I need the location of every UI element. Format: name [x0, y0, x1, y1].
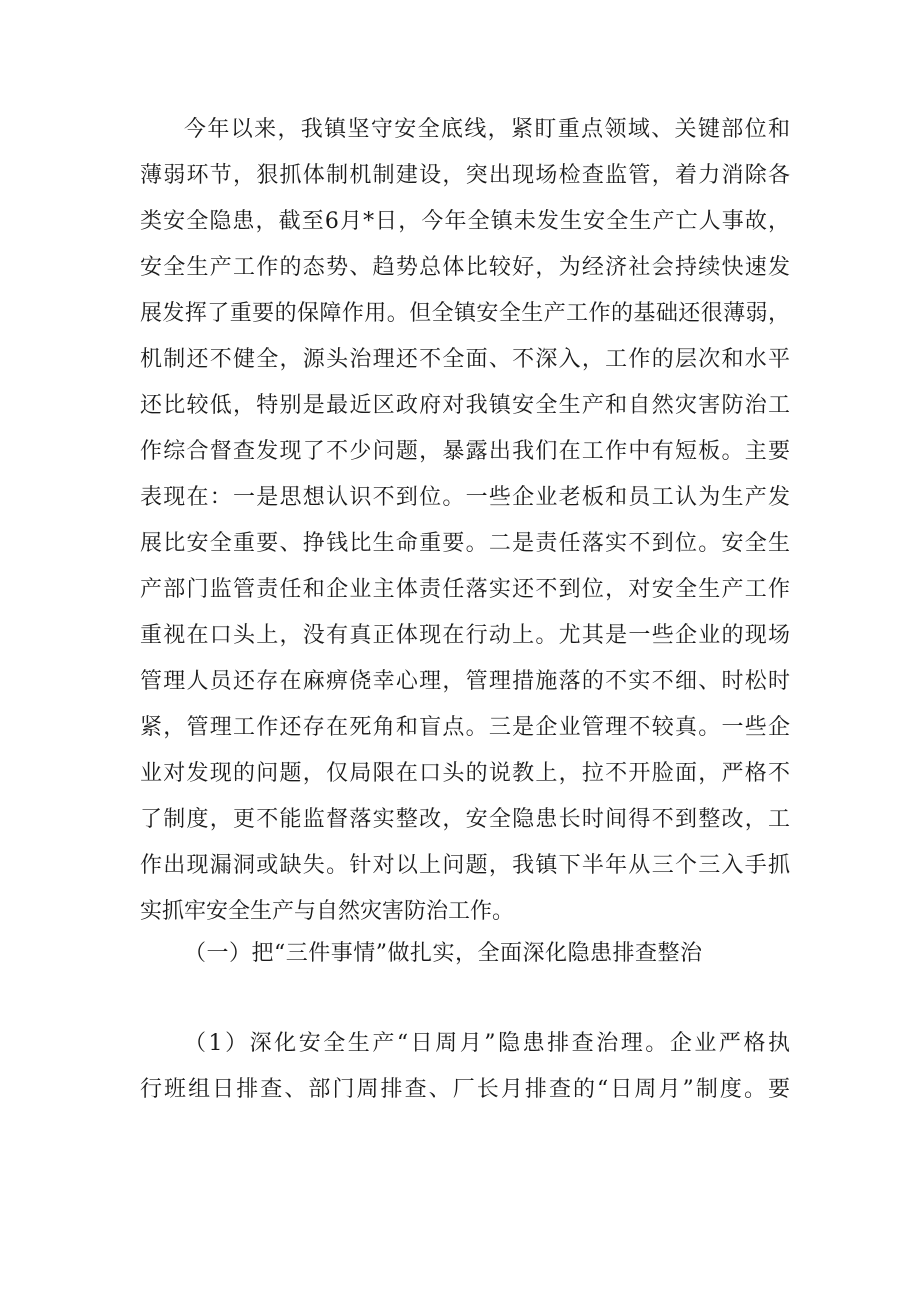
paragraph-1-line: 了制度，更不能监督落实整改，安全隐患长时间得不到整改，工: [140, 807, 790, 832]
section-heading: （一）把“三件事情”做扎实，全面深化隐患排查整治: [184, 941, 703, 966]
paragraph-1-line: 类安全隐患，截至6月*日，今年全镇未发生安全生产亡人事故，: [140, 209, 790, 234]
paragraph-1-line: 机制还不健全，源头治理还不全面、不深入，工作的层次和水平: [140, 347, 790, 372]
paragraph-1-line: 产部门监管责任和企业主体责任落实还不到位，对安全生产工作: [140, 577, 790, 602]
paragraph-1-line: 展发挥了重要的保障作用。但全镇安全生产工作的基础还很薄弱，: [140, 301, 790, 326]
paragraph-1-line: 薄弱环节，狠抓体制机制建设，突出现场检查监管，着力消除各: [140, 163, 790, 188]
paragraph-1-line: 还比较低，特别是最近区政府对我镇安全生产和自然灾害防治工: [140, 393, 790, 418]
paragraph-1-line: 作出现漏洞或缺失。针对以上问题，我镇下半年从三个三入手抓: [140, 853, 790, 878]
paragraph-1-line: 表现在：一是思想认识不到位。一些企业老板和员工认为生产发: [140, 485, 790, 510]
paragraph-1-line: 展比安全重要、挣钱比生命重要。二是责任落实不到位。安全生: [140, 531, 790, 556]
paragraph-1-line: 紧，管理工作还存在死角和盲点。三是企业管理不较真。一些企: [140, 715, 790, 740]
paragraph-1-line: 今年以来，我镇坚守安全底线，紧盯重点领域、关键部位和: [184, 117, 790, 142]
paragraph-1-line: 重视在口头上，没有真正体现在行动上。尤其是一些企业的现场: [140, 623, 790, 648]
paragraph-1-line: 实抓牢安全生产与自然灾害防治工作。: [140, 899, 515, 924]
paragraph-2-line: （1）深化安全生产“日周月”隐患排查治理。企业严格执: [184, 1031, 790, 1056]
paragraph-1-line: 安全生产工作的态势、趋势总体比较好，为经济社会持续快速发: [140, 255, 790, 280]
paragraph-2-line: 行班组日排查、部门周排查、厂长月排查的“日周月”制度。要: [140, 1077, 790, 1102]
paragraph-1-line: 管理人员还存在麻痹侥幸心理，管理措施落的不实不细、时松时: [140, 669, 790, 694]
paragraph-1-line: 业对发现的问题，仅局限在口头的说教上，拉不开脸面，严格不: [140, 761, 790, 786]
paragraph-1-line: 作综合督查发现了不少问题，暴露出我们在工作中有短板。主要: [140, 439, 790, 464]
